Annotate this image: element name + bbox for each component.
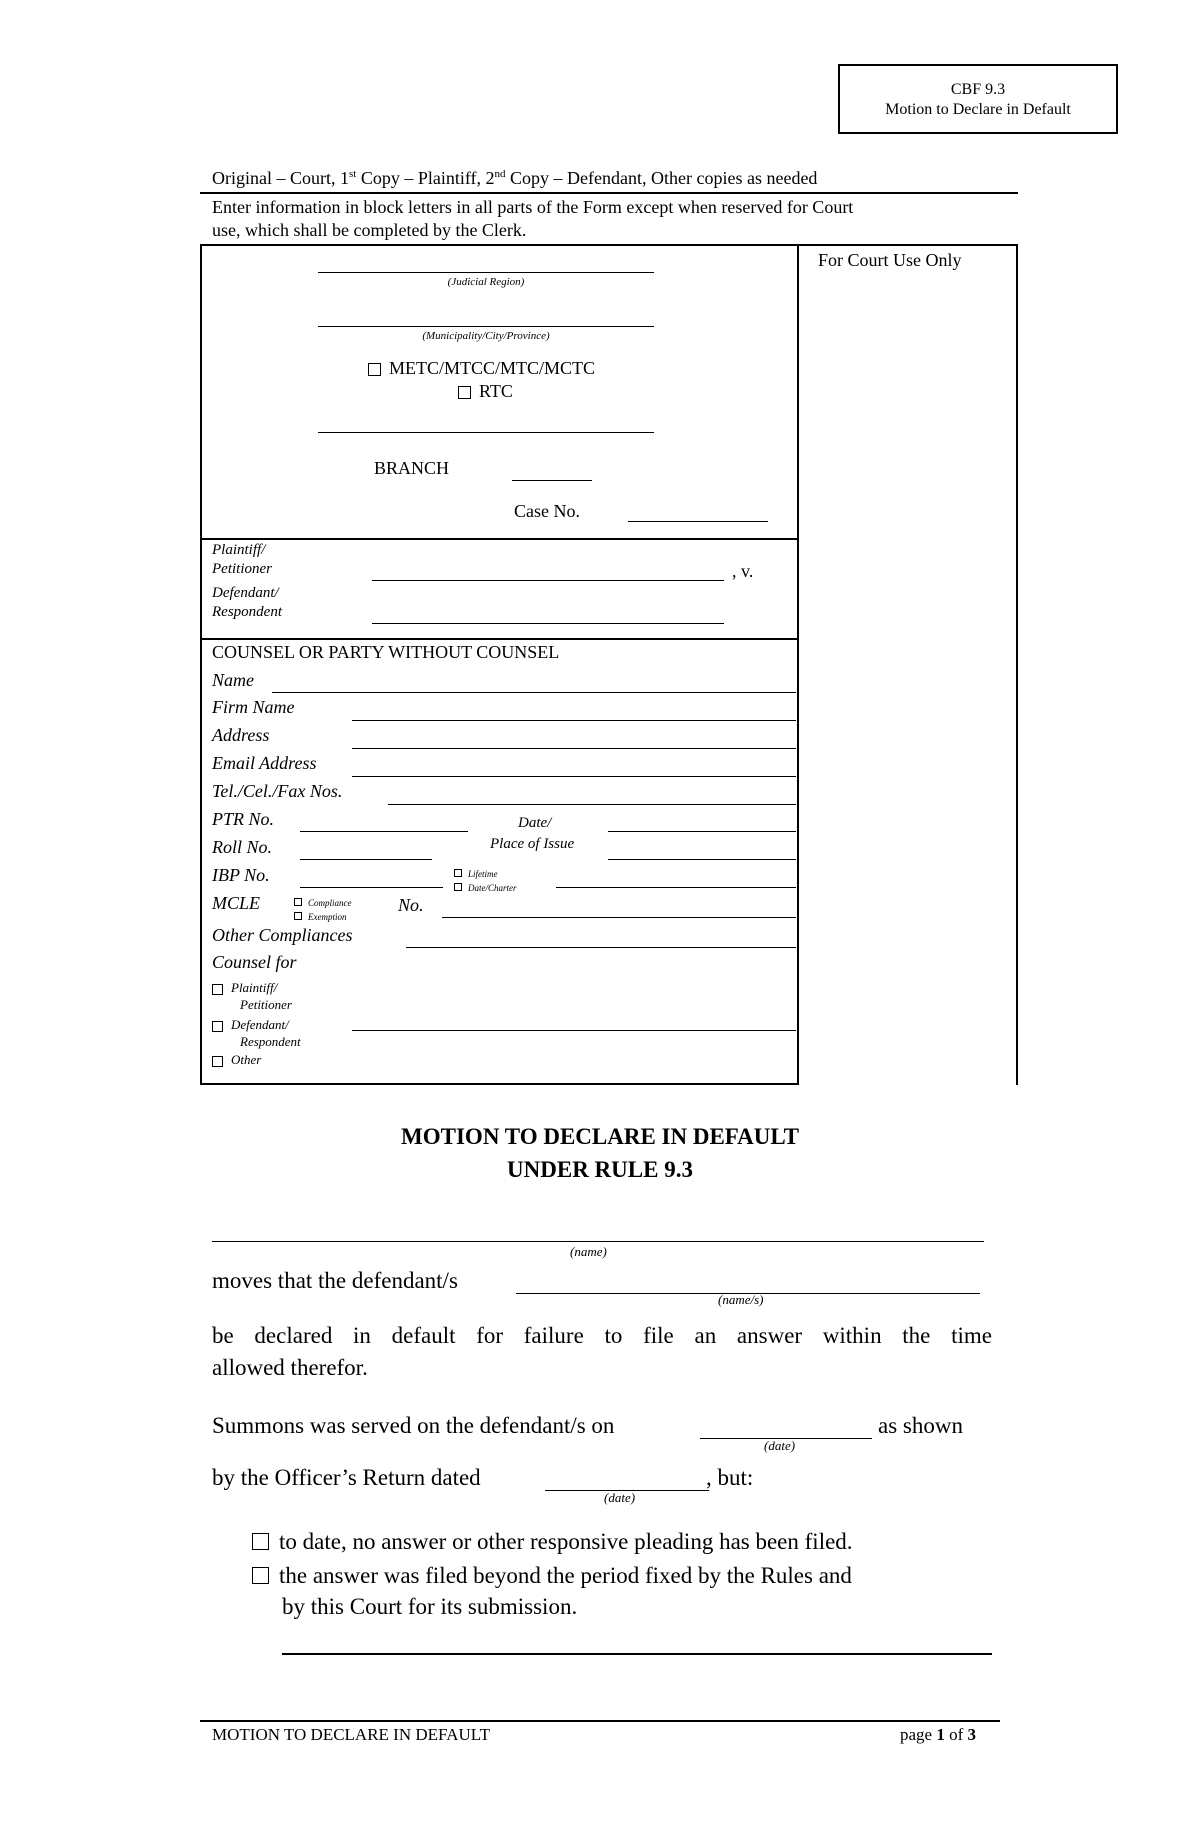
option-late-answer-label-1: the answer was filed beyond the period fixed by the Rules and — [279, 1563, 852, 1588]
cf-plaintiff-option[interactable] — [212, 979, 292, 1013]
as-shown-text: as shown — [878, 1413, 963, 1438]
copies-sup1: st — [349, 168, 357, 180]
exemption-label: Exemption — [308, 912, 347, 922]
firm-name-line[interactable] — [352, 720, 796, 721]
ibp-label: IBP No. — [212, 865, 270, 885]
table-mid-border — [797, 244, 799, 1085]
summons-date-caption: (date) — [764, 1438, 796, 1453]
tel-line[interactable] — [388, 804, 796, 805]
court-use-only: For Court Use Only — [818, 250, 962, 270]
compliance-label: Compliance — [308, 898, 352, 908]
cf-defendant-label-1: Defendant/ — [231, 1017, 289, 1032]
form-title: Motion to Declare in Default — [885, 101, 1071, 118]
default-text-line2: allowed therefor. — [212, 1355, 368, 1380]
other-compliances-label: Other Compliances — [212, 925, 353, 945]
motion-title — [200, 1120, 1000, 1186]
return-date-caption: (date) — [604, 1490, 636, 1505]
copies-rule — [200, 192, 1018, 194]
checkbox-cf-plaintiff[interactable] — [212, 984, 223, 995]
defendant-label-2: Respondent — [212, 604, 282, 620]
footer-page-of: of — [944, 1725, 968, 1744]
copies-mid: Copy – Plaintiff, 2 — [356, 168, 495, 188]
mcle-label: MCLE — [212, 893, 261, 913]
form-id-box — [838, 64, 1118, 134]
footer-page — [900, 1725, 976, 1745]
datecharter-label: Date/Charter — [468, 883, 517, 893]
ptr-line[interactable] — [300, 831, 468, 832]
cf-other-option[interactable] — [212, 1052, 261, 1068]
lifetime-label: Lifetime — [468, 869, 498, 879]
table-right-border — [1016, 244, 1018, 1085]
defendant-label — [212, 584, 282, 622]
municipality-caption: (Municipality/City/Province) — [422, 330, 550, 342]
table-left-border — [200, 244, 202, 1085]
copies-prefix: Original – Court, 1 — [212, 168, 349, 188]
table-top-rule — [200, 244, 1018, 246]
checkbox-rtc[interactable] — [458, 386, 471, 399]
signature-rule — [282, 1653, 992, 1655]
plaintiff-line[interactable] — [372, 580, 724, 581]
parties-section-rule — [200, 638, 798, 640]
roll-line[interactable] — [300, 859, 432, 860]
plaintiff-label — [212, 541, 272, 579]
instruction — [212, 196, 853, 242]
checkbox-compliance[interactable] — [294, 898, 302, 906]
option-no-answer[interactable] — [252, 1529, 853, 1555]
return-text: by the Officer’s Return dated — [212, 1465, 481, 1490]
judicial-region-caption: (Judicial Region) — [447, 276, 525, 288]
checkbox-late-answer[interactable] — [252, 1567, 269, 1584]
ibp-date-line[interactable] — [556, 887, 796, 888]
branch-line[interactable] — [512, 480, 592, 481]
firm-name-label: Firm Name — [212, 697, 295, 717]
email-label: Email Address — [212, 753, 317, 773]
table-bottom-rule — [200, 1083, 798, 1085]
counsel-name-label: Name — [212, 670, 254, 690]
option-late-answer[interactable] — [252, 1560, 992, 1622]
checkbox-exemption[interactable] — [294, 912, 302, 920]
footer-title: MOTION TO DECLARE IN DEFAULT — [212, 1725, 490, 1744]
copies-suffix: Copy – Defendant, Other copies as needed — [505, 168, 818, 188]
instruction-line1: Enter information in block letters in all parts of the Form except when reserved for Court — [212, 197, 854, 217]
plaintiff-label-1: Plaintiff/ — [212, 542, 266, 558]
option-no-answer-label: to date, no answer or other responsive pleading has been filed. — [279, 1529, 853, 1554]
case-no-label: Case No. — [514, 501, 580, 521]
movant-name-caption: (name) — [570, 1244, 607, 1259]
court-option-mtc-label: METC/MTCC/MTC/MCTC — [389, 358, 596, 378]
address-line[interactable] — [352, 748, 796, 749]
defendant-line[interactable] — [372, 623, 724, 624]
counsel-for-label: Counsel for — [212, 952, 297, 972]
cf-defendant-line[interactable] — [352, 1030, 796, 1031]
option-late-answer-label-2: by this Court for its submission. — [282, 1594, 578, 1619]
cf-plaintiff-label-1: Plaintiff/ — [231, 980, 278, 995]
court-section-rule — [200, 538, 798, 540]
motion-title-line2: UNDER RULE 9.3 — [507, 1157, 693, 1182]
footer-page-num: 1 — [936, 1725, 945, 1744]
place-label: Place of Issue — [490, 836, 575, 852]
place-line[interactable] — [608, 859, 796, 860]
footer-page-total: 3 — [967, 1725, 977, 1744]
datecharter-option[interactable] — [454, 878, 517, 896]
ibp-line[interactable] — [300, 887, 443, 888]
date-label: Date/ — [518, 815, 552, 831]
motion-title-line1: MOTION TO DECLARE IN DEFAULT — [401, 1124, 799, 1149]
defendant-names-caption: (name/s) — [718, 1292, 764, 1307]
case-no-line[interactable] — [628, 521, 768, 522]
ptr-label: PTR No. — [212, 809, 275, 829]
plaintiff-label-2: Petitioner — [212, 561, 272, 577]
email-line[interactable] — [352, 776, 796, 777]
defendant-label-1: Defendant/ — [212, 585, 279, 601]
cf-defendant-label-2: Respondent — [240, 1034, 301, 1049]
cf-defendant-option[interactable] — [212, 1016, 301, 1050]
checkbox-no-answer[interactable] — [252, 1533, 269, 1550]
tel-label: Tel./Cel./Fax Nos. — [212, 781, 343, 801]
counsel-name-line[interactable] — [272, 692, 796, 693]
versus-label: , v. — [732, 561, 754, 581]
footer-rule — [200, 1720, 1000, 1722]
other-compliances-line[interactable] — [406, 947, 796, 948]
roll-label: Roll No. — [212, 837, 273, 857]
summons-text: Summons was served on the defendant/s on — [212, 1413, 615, 1438]
checkbox-cf-other[interactable] — [212, 1056, 223, 1067]
court-option-rtc[interactable] — [458, 381, 513, 402]
mcle-no-line[interactable] — [442, 917, 796, 918]
default-text — [212, 1320, 992, 1384]
court-name-line[interactable] — [318, 432, 654, 433]
court-option-rtc-label: RTC — [479, 381, 513, 401]
copies-line — [212, 168, 817, 189]
municipality-line[interactable] — [318, 326, 654, 327]
moves-text: moves that the defendant/s — [212, 1268, 458, 1293]
cf-other-label: Other — [231, 1052, 262, 1067]
footer-page-prefix: page — [900, 1725, 937, 1744]
ptr-date-line[interactable] — [608, 831, 796, 832]
address-label: Address — [212, 725, 270, 745]
branch-label: BRANCH — [374, 458, 450, 478]
mcle-no-label: No. — [398, 895, 424, 915]
but-text: , but: — [706, 1465, 754, 1490]
form-code: CBF 9.3 — [950, 81, 1006, 98]
checkbox-lifetime[interactable] — [454, 869, 462, 877]
instruction-line2: use, which shall be completed by the Clerk. — [212, 220, 527, 240]
copies-sup2: nd — [494, 168, 506, 180]
checkbox-datecharter[interactable] — [454, 883, 462, 891]
counsel-heading: COUNSEL OR PARTY WITHOUT COUNSEL — [212, 642, 560, 662]
cf-plaintiff-label-2: Petitioner — [240, 997, 292, 1012]
judicial-region-line[interactable] — [318, 272, 654, 273]
checkbox-cf-defendant[interactable] — [212, 1021, 223, 1032]
checkbox-mtc[interactable] — [368, 363, 381, 376]
exemption-option[interactable] — [294, 907, 347, 925]
court-option-mtc[interactable] — [368, 358, 595, 379]
movant-name-line[interactable] — [212, 1241, 984, 1242]
default-text-line1: be declared in default for failure to file an answer within the time — [212, 1323, 992, 1348]
